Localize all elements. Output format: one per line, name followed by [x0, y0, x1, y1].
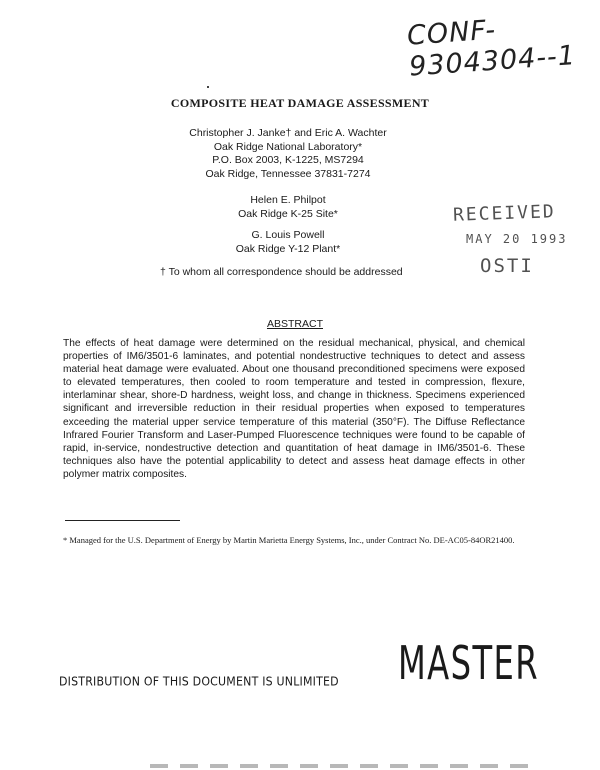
footnote-divider: [65, 520, 180, 521]
abstract-body: [63, 337, 525, 481]
abstract-heading: ABSTRACT: [266, 318, 323, 330]
author-block-ornl: [0, 127, 576, 181]
author-line: Christopher J. Janke† and Eric A. Wachter: [189, 127, 387, 139]
address-line: P.O. Box 2003, K-1225, MS7294: [212, 154, 364, 166]
affiliation-line: Oak Ridge National Laboratory*: [213, 140, 363, 153]
distribution-statement: DISTRIBUTION OF THIS DOCUMENT IS UNLIMITED: [59, 674, 339, 689]
received-stamp-date: MAY 20 1993: [466, 232, 568, 246]
abstract-paragraph: The effects of heat damage were determined on the residual mechanical, physical, and chemical properties of IM6/3501-6 laminates, and potential nondestructive techniques to detect and assess material heat damage were evaluated. About one thousand preconditioned specimens were exposed to elevated temperatures, then cooled to room temperature and tested in compression, flexure, interlaminar shear, shore-D hardness, weight loss, and change in thickness. Specimens experienced significant and irreversible reduction in their residual properties when exposed to temperatures exceeding the material upper service temperature of this material (350°F). The Diffuse Reflectance Infrared Fourier Transform and Laser-Pumped Fluorescence techniques were found to be capable of rapid, in-service, nondestructive detection and quantitation of heat damage in IM6/3501-6. These techniques also have the potential applicability to detect and assess heat damage effects in other polymer matrix composites.: [63, 338, 525, 480]
footnote: * Managed for the U.S. Department of Energy by Martin Marietta Energy Systems, Inc., under Contract No. DE-AC05-84OR21400.: [63, 535, 515, 545]
affiliation-line: Oak Ridge K-25 Site*: [238, 207, 338, 220]
address-line: Oak Ridge, Tennessee 37831-7274: [205, 167, 371, 180]
paper-title: COMPOSITE HEAT DAMAGE ASSESSMENT: [170, 96, 430, 110]
received-stamp-osti: OSTI: [480, 255, 534, 277]
affiliation-line: Oak Ridge Y-12 Plant*: [235, 242, 341, 255]
master-stamp: MASTER: [398, 636, 540, 690]
correspondence-note: † To whom all correspondence should be addressed: [160, 266, 403, 278]
scan-speck: [207, 86, 209, 88]
received-stamp: RECEIVED: [452, 201, 557, 226]
author-line: G. Louis Powell: [251, 229, 325, 241]
bottom-scan-artifact: [150, 764, 530, 768]
author-line: Helen E. Philpot: [250, 194, 326, 206]
handwritten-document-number: CONF-9304304--1: [406, 14, 577, 83]
